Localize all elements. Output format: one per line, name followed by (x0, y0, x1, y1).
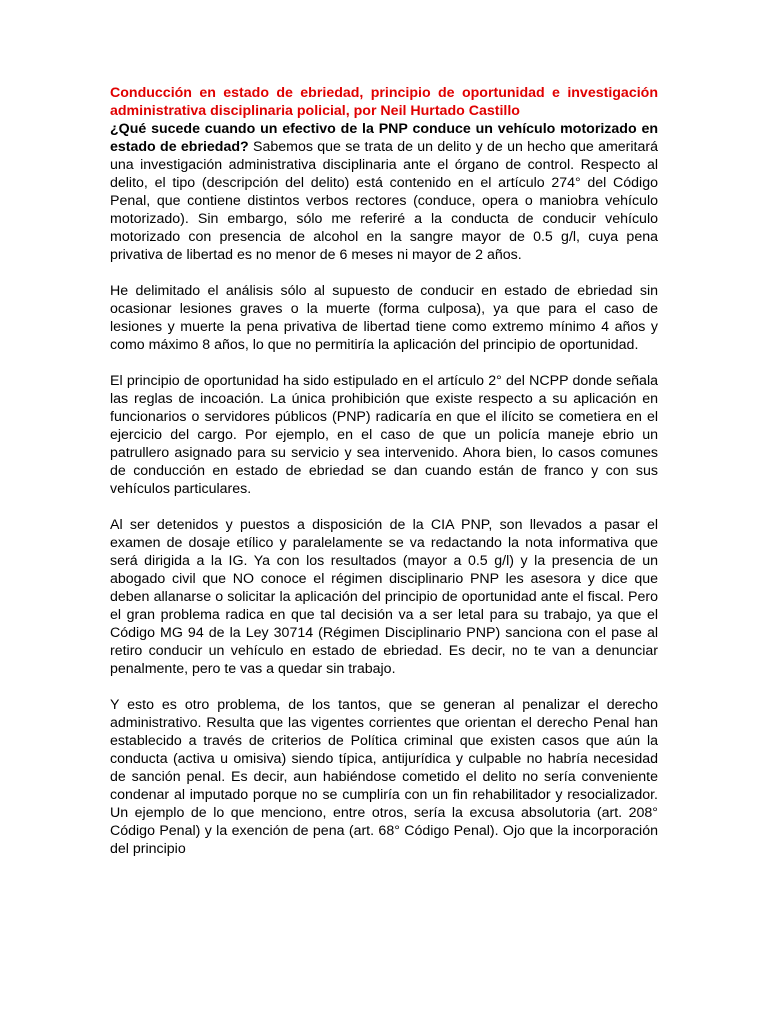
paragraph-5: Y esto es otro problema, de los tantos, que se generan al penalizar el derecho administrativo. Resulta que las vigentes corrientes que orientan el derecho Penal han establecido a través de criterios de Política criminal que existen casos que aún la conducta (activa u omisiva) siendo típica, antijurídica y culpable no habría necesidad de sanción penal. Es decir, aun habiéndose cometido el delito no sería conveniente condenar al imputado porque no se cumpliría con un fin rehabilitador y resocializador. Un ejemplo de lo que menciono, entre otros, sería la excusa absolutoria (art. 208° Código Penal) y la exención de pena (art. 68° Código Penal). Ojo que la incorporación del principio (110, 697, 658, 857)
paragraph-1-lead-question: ¿Qué sucede cuando un efectivo de la PNP conduce un vehículo motorizado en estado de ebriedad? (110, 121, 658, 155)
paragraph-1 (110, 120, 658, 264)
article-title: Conducción en estado de ebriedad, principio de oportunidad e investigación administrativa disciplinaria policial, por Neil Hurtado Castillo (110, 85, 658, 119)
document-page (110, 84, 658, 876)
paragraph-1-body: Sabemos que se trata de un delito y de un hecho que ameritará una investigación administrativa disciplinaria ante el órgano de control. Respecto al delito, el tipo (descripción del delito) está contenido en el artículo 274° del Código Penal, que contiene distintos verbos rectores (conduce, opera o maniobra vehículo motorizado). Sin embargo, sólo me referiré a la conducta de conducir vehículo motorizado con presencia de alcohol en la sangre mayor de 0.5 g/l, cuya pena privativa de libertad es no menor de 6 meses ni mayor de 2 años. (110, 139, 659, 263)
paragraph-2: He delimitado el análisis sólo al supuesto de conducir en estado de ebriedad sin ocasionar lesiones graves o la muerte (forma culposa), ya que para el caso de lesiones y muerte la pena privativa de libertad tiene como extremo mínimo 4 años y como máximo 8 años, lo que no permitiría la aplicación del principio de oportunidad. (110, 283, 658, 353)
paragraph-4: Al ser detenidos y puestos a disposición de la CIA PNP, son llevados a pasar el examen de dosaje etílico y paralelamente se va redactando la nota informativa que será dirigida a la IG. Ya con los resultados (mayor a 0.5 g/l) y la presencia de un abogado civil que NO conoce el régimen disciplinario PNP les asesora y dice que deben allanarse o solicitar la aplicación del principio de oportunidad ante el fiscal. Pero el gran problema radica en que tal decisión va a ser letal para su trabajo, ya que el Código MG 94 de la Ley 30714 (Régimen Disciplinario PNP) sanciona con el pase al retiro conducir un vehículo en estado de ebriedad. Es decir, no te van a denunciar penalmente, pero te vas a quedar sin trabajo. (110, 517, 658, 677)
paragraph-3: El principio de oportunidad ha sido estipulado en el artículo 2° del NCPP donde señala las reglas de incoación. La única prohibición que existe respecto a su aplicación en funcionarios o servidores públicos (PNP) radicaría en que el ilícito se cometiera en el ejercicio del cargo. Por ejemplo, en el caso de que un policía maneje ebrio un patrullero asignado para su servicio y sea intervenido. Ahora bien, lo casos comunes de conducción en estado de ebriedad se dan cuando están de franco y con sus vehículos particulares. (110, 373, 658, 497)
